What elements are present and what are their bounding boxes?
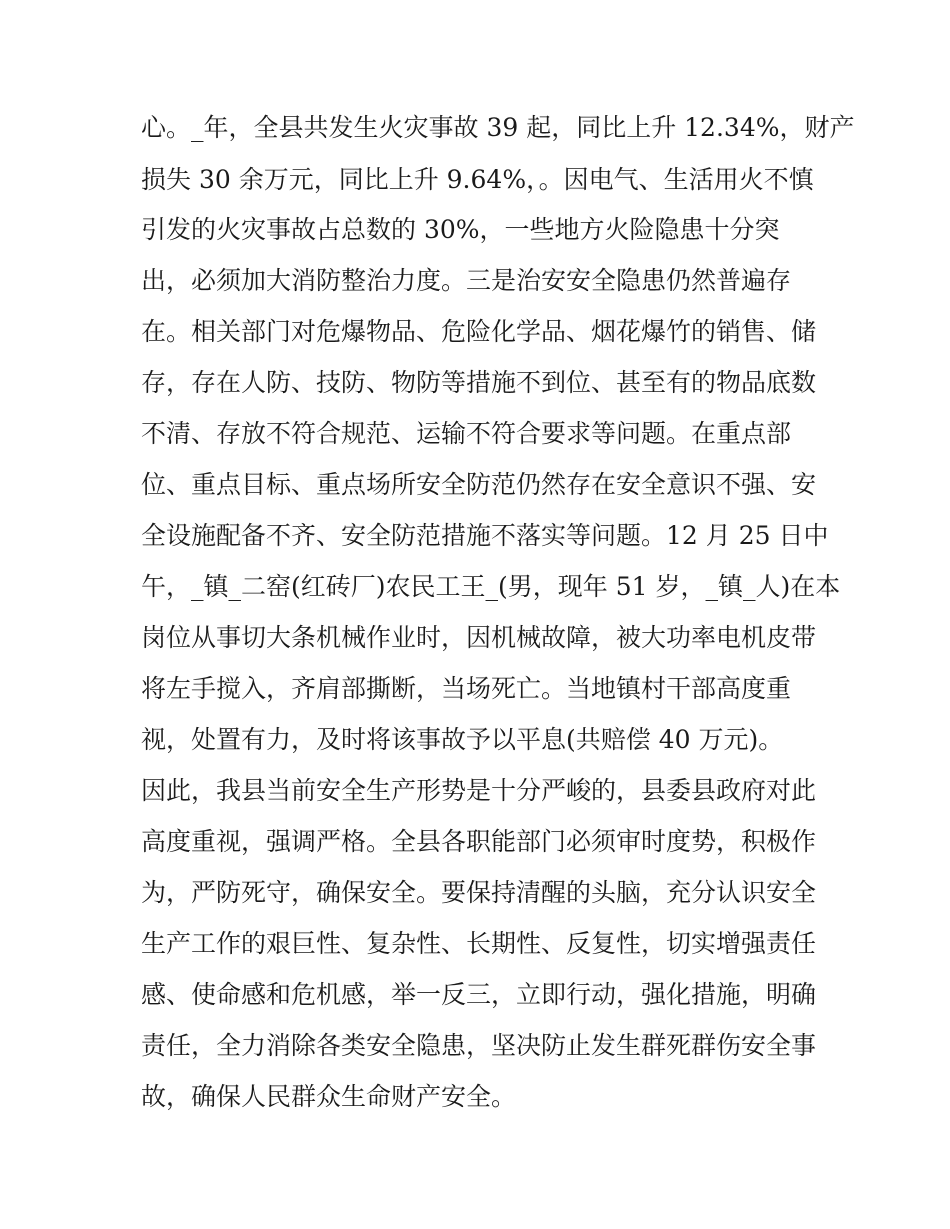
text-line: 为，严防死守，确保安全。要保持清醒的头脑，充分认识安全	[141, 878, 817, 907]
text-line: 心。_年，全县共发生火灾事故 39 起，同比上升 12.34%，财产	[141, 113, 855, 142]
text-line: 生产工作的艰巨性、复杂性、长期性、反复性，切实增强责任	[141, 929, 817, 958]
text-line: 出，必须加大消防整治力度。三是治安安全隐患仍然普遍存	[141, 266, 792, 295]
text-line: 感、使命感和危机感，举一反三，立即行动，强化措施，明确	[141, 980, 817, 1009]
text-line: 引发的火灾事故占总数的 30%，一些地方火险隐患十分突	[141, 215, 780, 244]
text-line: 责任，全力消除各类安全隐患，坚决防止发生群死群伤安全事	[141, 1031, 817, 1060]
text-line: 在。相关部门对危爆物品、危险化学品、烟花爆竹的销售、储	[141, 317, 817, 346]
text-line: 存，存在人防、技防、物防等措施不到位、甚至有的物品底数	[141, 368, 817, 397]
text-line: 因此，我县当前安全生产形势是十分严峻的，县委县政府对此	[141, 776, 817, 805]
text-line: 位、重点目标、重点场所安全防范仍然存在安全意识不强、安	[141, 470, 817, 499]
text-line: 高度重视，强调严格。全县各职能部门必须审时度势，积极作	[141, 827, 817, 856]
text-line: 午，_镇_二窑(红砖厂)农民工王_(男，现年 51 岁，_镇_人)在本	[141, 572, 841, 601]
text-line: 损失 30 余万元，同比上升 9.64%，。因电气、生活用火不慎	[141, 165, 814, 194]
text-line: 岗位从事切大条机械作业时，因机械故障，被大功率电机皮带	[141, 623, 817, 652]
text-line: 全设施配备不齐、安全防范措施不落实等问题。12 月 25 日中	[141, 521, 829, 550]
text-line: 视，处置有力，及时将该事故予以平息(共赔偿 40 万元)。	[141, 725, 784, 754]
text-line: 不清、存放不符合规范、运输不符合要求等问题。在重点部	[141, 419, 792, 448]
text-line: 故，确保人民群众生命财产安全。	[141, 1082, 517, 1111]
text-line: 将左手搅入，齐肩部撕断，当场死亡。当地镇村干部高度重	[141, 674, 792, 703]
